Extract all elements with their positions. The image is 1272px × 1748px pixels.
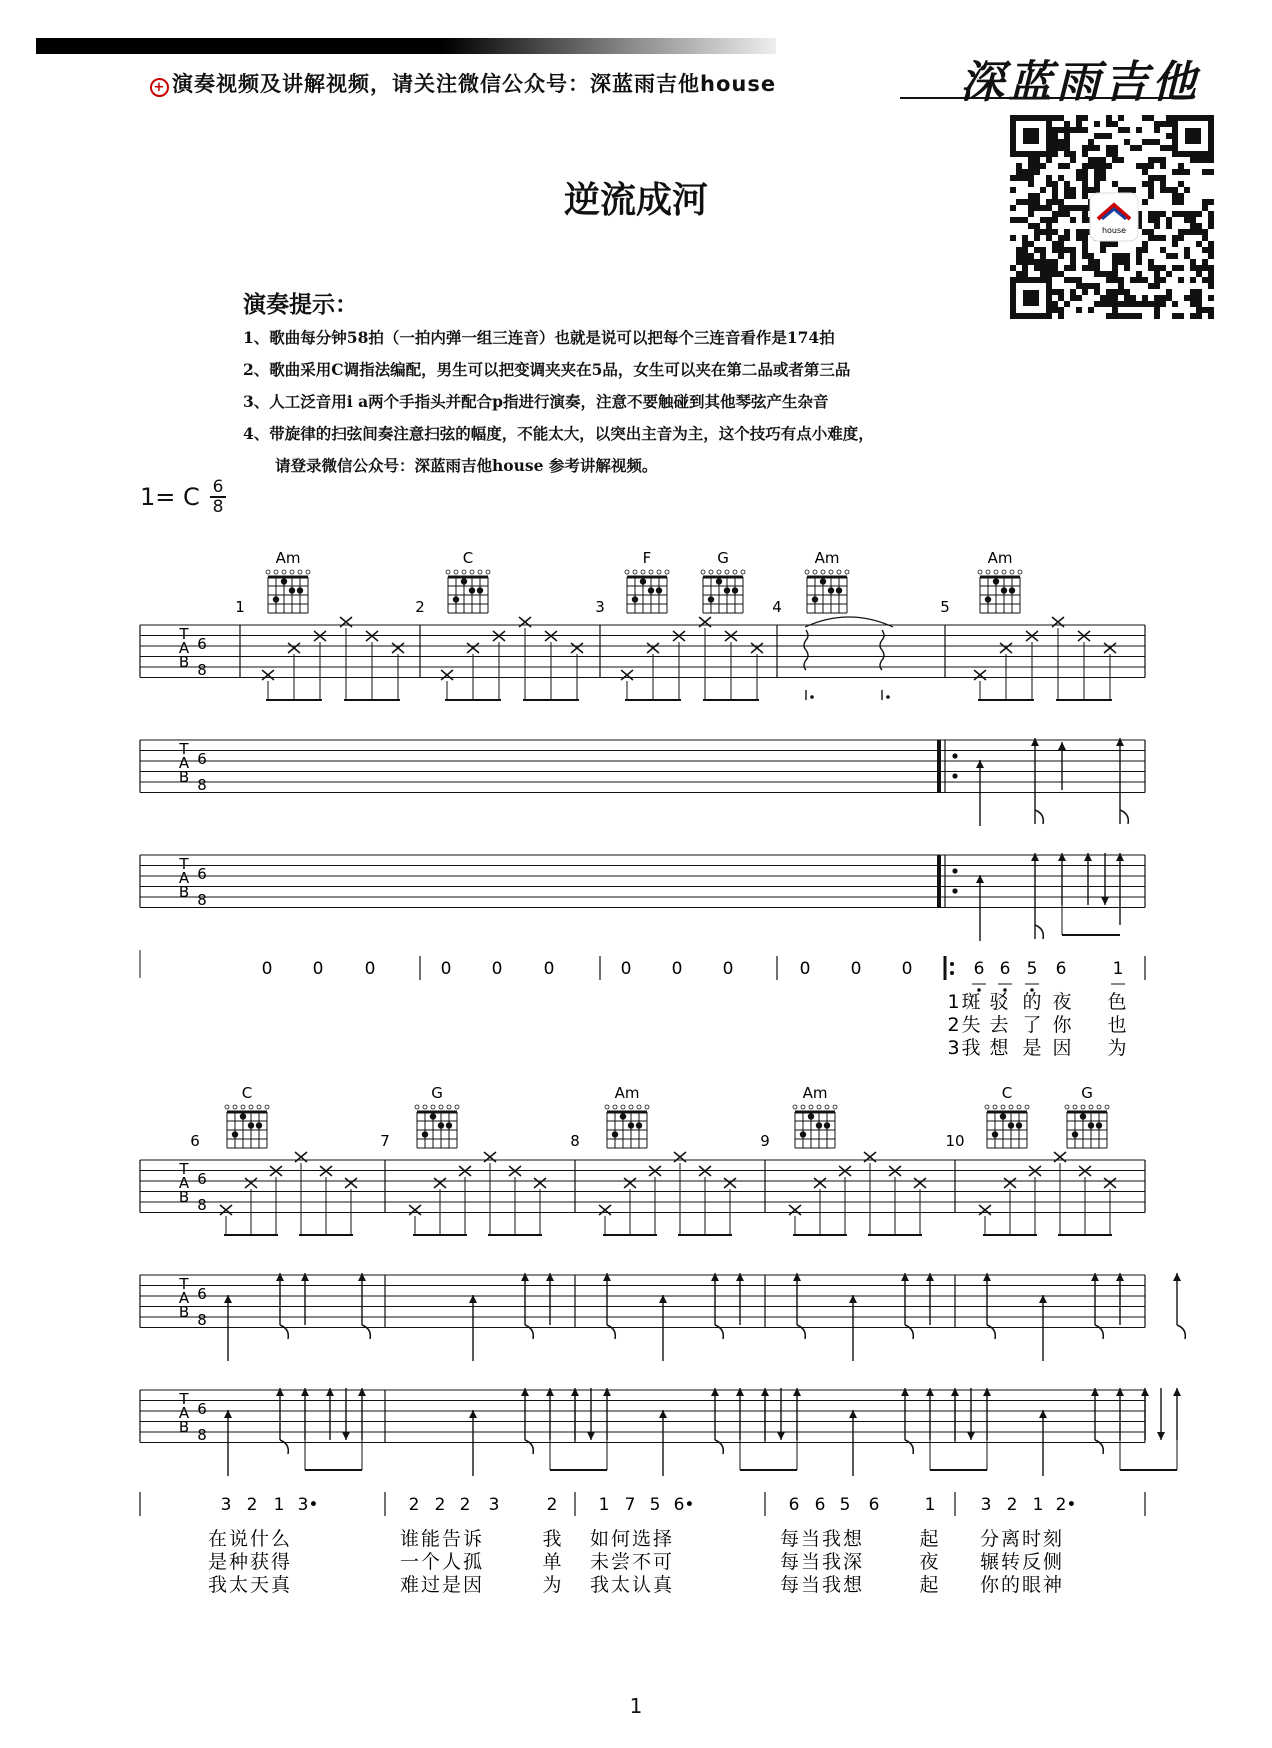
arrow-head xyxy=(983,1273,991,1281)
note-x xyxy=(624,1178,636,1188)
lyric-text: 起 xyxy=(919,1528,941,1550)
arrow-head xyxy=(1084,853,1092,861)
measure-number: 2 xyxy=(415,598,425,616)
tab-letter-b: B xyxy=(178,883,190,901)
jianpu-note: 1 xyxy=(924,1495,936,1515)
jianpu-note: 2 xyxy=(1006,1495,1018,1515)
lyric-text: 分离时刻 xyxy=(979,1528,1065,1550)
arrow-head xyxy=(1173,1388,1181,1396)
jianpu-note: 5 xyxy=(649,1495,661,1515)
arrow-head xyxy=(926,1388,934,1396)
arrow-head xyxy=(736,1273,744,1281)
tab-time-bottom: 8 xyxy=(197,891,207,909)
jianpu-note: 6• xyxy=(673,1495,695,1515)
lyric-text: 每当我深 xyxy=(779,1551,865,1573)
tip-line: 3、人工泛音用i a两个手指头并配合p指进行演奏，注意不要触碰到其他琴弦产生杂音 xyxy=(243,392,829,411)
jianpu-note: 5 xyxy=(1026,959,1038,979)
chord-name: G xyxy=(1081,1084,1093,1102)
tip-line: 请登录微信公众号：深蓝雨吉他house 参考讲解视频。 xyxy=(275,456,658,475)
arrow-head xyxy=(546,1273,554,1281)
jianpu-note: 3• xyxy=(297,1495,319,1515)
note-x xyxy=(814,1178,826,1188)
chord-diagram xyxy=(266,570,310,613)
lyric-text: 也 xyxy=(1107,1014,1129,1036)
tab-letter-b: B xyxy=(178,1303,190,1321)
lyric-text: 去 xyxy=(989,1014,1011,1036)
lyric-text: 如何选择 xyxy=(589,1528,675,1550)
arrow-head xyxy=(711,1388,719,1396)
tab-letter-b: B xyxy=(178,653,190,671)
note-x xyxy=(1104,643,1116,653)
chord-diagram xyxy=(225,1105,269,1148)
jianpu-note: 5 xyxy=(839,1495,851,1515)
note-x xyxy=(621,670,633,680)
note-x xyxy=(534,1178,546,1188)
chord-diagram xyxy=(605,1105,649,1148)
repeat-dot xyxy=(950,962,954,966)
tab-time-top: 6 xyxy=(197,1170,207,1188)
chord-diagram xyxy=(985,1105,1029,1148)
chord-name: C xyxy=(241,1084,253,1102)
jianpu-note: 0 xyxy=(799,959,811,979)
tip-line: 1、歌曲每分钟58拍（一拍内弹一组三连音）也就是说可以把每个三连音看作是174拍 xyxy=(243,328,835,347)
lyric-text: 谁能告诉 xyxy=(399,1528,485,1550)
tab-letter-a: A xyxy=(178,1404,190,1422)
lyric-text: 想 xyxy=(989,1037,1011,1059)
chord-name: Am xyxy=(802,1084,828,1102)
repeat-dot xyxy=(952,888,957,893)
chord-diagram xyxy=(978,570,1022,613)
tab-letter-a: A xyxy=(178,754,190,772)
arrow-head xyxy=(301,1273,309,1281)
note-x xyxy=(245,1178,257,1188)
note-x xyxy=(288,643,300,653)
note-x xyxy=(914,1178,926,1188)
chord-name: C xyxy=(462,549,474,567)
arrow-head xyxy=(951,1388,959,1396)
tab-time-bottom: 8 xyxy=(197,1426,207,1444)
arrow-head xyxy=(1031,853,1039,861)
measure-number: 10 xyxy=(945,1132,965,1150)
jianpu-note: 6 xyxy=(788,1495,800,1515)
tip-line: 4、带旋律的扫弦间奏注意扫弦的幅度，不能太大，以突出主音为主，这个技巧有点小难度， xyxy=(243,424,874,443)
measure-number: 6 xyxy=(190,1132,200,1150)
arrow-head xyxy=(358,1273,366,1281)
note-x xyxy=(467,643,479,653)
tab-time-top: 6 xyxy=(197,865,207,883)
arrow-head xyxy=(1091,1388,1099,1396)
note-x xyxy=(1104,1178,1116,1188)
jianpu-note: 0 xyxy=(543,959,555,979)
plus-circle-icon: + xyxy=(150,78,169,97)
jianpu-note: 6 xyxy=(1055,959,1067,979)
jianpu-note: 0 xyxy=(671,959,683,979)
arrow-head xyxy=(1116,853,1124,861)
tab-time-top: 6 xyxy=(197,1400,207,1418)
jianpu-note: 0 xyxy=(440,959,452,979)
tab-letter-a: A xyxy=(178,639,190,657)
lyric-text: 因 xyxy=(1052,1037,1074,1059)
jianpu-note: 2 xyxy=(546,1495,558,1515)
jianpu-note: 6 xyxy=(973,959,985,979)
jianpu-note: 2• xyxy=(1055,1495,1077,1515)
arrow-head xyxy=(1101,897,1109,905)
tab-letter-a: A xyxy=(178,1174,190,1192)
tab-time-bottom: 8 xyxy=(197,1196,207,1214)
arrow-head xyxy=(761,1388,769,1396)
tab-time-bottom: 8 xyxy=(197,661,207,679)
tab-letter-a: A xyxy=(178,869,190,887)
lyric-text: 为 xyxy=(542,1574,564,1596)
chord-name: C xyxy=(1001,1084,1013,1102)
arrow-head xyxy=(358,1388,366,1396)
jianpu-note: 1 xyxy=(598,1495,610,1515)
tab-letter-t: T xyxy=(179,855,189,873)
chord-diagram xyxy=(415,1105,459,1148)
page-number: 1 xyxy=(629,1694,643,1718)
lyric-text: 单 xyxy=(542,1551,564,1573)
chord-diagram xyxy=(446,570,490,613)
chord-name: Am xyxy=(987,549,1013,567)
note-x xyxy=(1004,1178,1016,1188)
chord-name: F xyxy=(642,549,652,567)
brand-logo: 深蓝雨吉他 xyxy=(960,57,1200,108)
repeat-dot xyxy=(952,868,957,873)
arrow-head xyxy=(901,1388,909,1396)
jianpu-note: 2 xyxy=(434,1495,446,1515)
measure-number: 9 xyxy=(760,1132,770,1150)
lyric-text: 在说什么 xyxy=(207,1528,293,1550)
lyric-text: 未尝不可 xyxy=(589,1551,675,1573)
lyric-text: 辗转反侧 xyxy=(979,1551,1065,1573)
arrow-head xyxy=(711,1273,719,1281)
arrow-head xyxy=(546,1388,554,1396)
arrow-head xyxy=(793,1388,801,1396)
note-x xyxy=(974,670,986,680)
jianpu-note: 2 xyxy=(459,1495,471,1515)
arrow-head xyxy=(1157,1432,1165,1440)
arrow-head xyxy=(276,1273,284,1281)
arrow-head xyxy=(967,1432,975,1440)
note-x xyxy=(571,643,583,653)
chord-name: G xyxy=(717,549,729,567)
arrow-head xyxy=(793,1273,801,1281)
arrow-head xyxy=(521,1273,529,1281)
lyric-text: 你 xyxy=(1052,1014,1074,1036)
jianpu-note: 7 xyxy=(624,1495,636,1515)
jianpu-note: 0 xyxy=(491,959,503,979)
qr-label: house xyxy=(1101,226,1127,235)
arrow-head xyxy=(777,1432,785,1440)
chord-name: Am xyxy=(614,1084,640,1102)
arrow-head xyxy=(571,1388,579,1396)
dot xyxy=(886,695,890,699)
jianpu-note: 3 xyxy=(488,1495,500,1515)
measure-number: 3 xyxy=(595,598,605,616)
tab-time-top: 6 xyxy=(197,750,207,768)
jianpu-note: 3 xyxy=(980,1495,992,1515)
page-title: 逆流成河 xyxy=(563,180,708,221)
jianpu-note: 0 xyxy=(722,959,734,979)
arrow-head xyxy=(342,1432,350,1440)
jianpu-note: 1 xyxy=(1112,959,1124,979)
time-bottom: 8 xyxy=(212,497,224,517)
note-flag xyxy=(1035,810,1043,824)
tip-line: 2、歌曲采用C调指法编配，男生可以把变调夹夹在5品，女生可以夹在第二品或者第三品 xyxy=(243,360,851,379)
lyric-text: 夜 xyxy=(1052,991,1074,1013)
tab-time-top: 6 xyxy=(197,635,207,653)
arrow-head xyxy=(603,1273,611,1281)
lyric-text: 难过是因 xyxy=(399,1574,485,1596)
lyric-text: 我太认真 xyxy=(589,1574,675,1596)
lyric-text: 是 xyxy=(1022,1037,1044,1059)
note-flag xyxy=(1035,925,1043,939)
lyric-text: 每当我想 xyxy=(779,1574,865,1596)
arrow-head xyxy=(301,1388,309,1396)
arrow-head xyxy=(1031,738,1039,746)
dot xyxy=(810,695,814,699)
tips-heading: 演奏提示： xyxy=(243,292,358,318)
lyric-text: 为 xyxy=(1107,1037,1129,1059)
note-x xyxy=(979,1205,991,1215)
arrow-head xyxy=(1091,1273,1099,1281)
lyric-text: 每当我想 xyxy=(779,1528,865,1550)
chord-diagram xyxy=(1065,1105,1109,1148)
arrow-head xyxy=(1141,1388,1149,1396)
lyric-text: 驳 xyxy=(989,991,1011,1013)
note-x xyxy=(262,670,274,680)
lyric-text: 2失 xyxy=(947,1014,983,1036)
measure-number: 7 xyxy=(380,1132,390,1150)
arrow-head xyxy=(1173,1273,1181,1281)
lyric-text: 的 xyxy=(1022,991,1044,1013)
tab-letter-b: B xyxy=(178,1188,190,1206)
arrow-head xyxy=(1058,853,1066,861)
note-x xyxy=(1000,643,1012,653)
arrow-head xyxy=(1058,742,1066,750)
jianpu-note: 1 xyxy=(1032,1495,1044,1515)
lyric-text: 一个人孤 xyxy=(399,1551,485,1573)
tab-time-bottom: 8 xyxy=(197,1311,207,1329)
jianpu-note: 0 xyxy=(312,959,324,979)
lyric-text: 色 xyxy=(1107,991,1129,1013)
arrow-head xyxy=(603,1388,611,1396)
note-x xyxy=(392,643,404,653)
lyric-text: 了 xyxy=(1022,1014,1044,1036)
chord-name: G xyxy=(431,1084,443,1102)
lyric-text: 是种获得 xyxy=(207,1551,293,1573)
tab-time-bottom: 8 xyxy=(197,776,207,794)
jianpu-note: 6 xyxy=(814,1495,826,1515)
measure-number: 4 xyxy=(772,598,782,616)
lyric-text: 你的眼神 xyxy=(979,1574,1065,1596)
chord-diagram xyxy=(805,570,849,613)
arrow-head xyxy=(1116,1388,1124,1396)
tab-time-top: 6 xyxy=(197,1285,207,1303)
note-x xyxy=(434,1178,446,1188)
time-top: 6 xyxy=(212,477,224,497)
jianpu-note: 0 xyxy=(620,959,632,979)
jianpu-note: 0 xyxy=(850,959,862,979)
jianpu-note: 6 xyxy=(868,1495,880,1515)
lyric-text: 夜 xyxy=(919,1551,941,1573)
note-x xyxy=(724,1178,736,1188)
note-flag xyxy=(1177,1325,1185,1339)
measure-number: 5 xyxy=(940,598,950,616)
lyric-text: 1斑 xyxy=(947,991,983,1013)
arrow-head xyxy=(1116,1273,1124,1281)
key-signature: 1= C xyxy=(140,483,200,511)
tab-letter-t: T xyxy=(179,1160,189,1178)
tab-letter-a: A xyxy=(178,1289,190,1307)
chord-diagram xyxy=(701,570,745,613)
repeat-dot xyxy=(952,753,957,758)
note-x xyxy=(647,643,659,653)
tab-letter-b: B xyxy=(178,768,190,786)
measure-number: 1 xyxy=(235,598,245,616)
jianpu-note: 0 xyxy=(364,959,376,979)
tab-letter-t: T xyxy=(179,740,189,758)
note-x xyxy=(789,1205,801,1215)
jianpu-note: 3 xyxy=(220,1495,232,1515)
arrow-head xyxy=(521,1388,529,1396)
jianpu-note: 1 xyxy=(273,1495,285,1515)
note-x xyxy=(345,1178,357,1188)
jianpu-note: 0 xyxy=(261,959,273,979)
arrow-head xyxy=(901,1273,909,1281)
arrow-head xyxy=(587,1432,595,1440)
note-x xyxy=(599,1205,611,1215)
tab-letter-t: T xyxy=(179,625,189,643)
lyric-text: 起 xyxy=(919,1574,941,1596)
lyric-text: 我太天真 xyxy=(207,1574,293,1596)
jianpu-note: 0 xyxy=(901,959,913,979)
note-x xyxy=(751,643,763,653)
jianpu-note: 6 xyxy=(999,959,1011,979)
banner-text: 演奏视频及讲解视频，请关注微信公众号：深蓝雨吉他house xyxy=(172,72,777,96)
tab-letter-t: T xyxy=(179,1275,189,1293)
arrow-head xyxy=(926,1273,934,1281)
note-flag xyxy=(1120,810,1128,824)
note-x xyxy=(441,670,453,680)
arrow-head xyxy=(326,1388,334,1396)
note-x xyxy=(409,1205,421,1215)
repeat-dot xyxy=(950,971,954,975)
arrow-head xyxy=(736,1388,744,1396)
jianpu-note: 2 xyxy=(246,1495,258,1515)
arrow-head xyxy=(983,1388,991,1396)
chord-diagram xyxy=(793,1105,837,1148)
jianpu-note: 2 xyxy=(408,1495,420,1515)
measure-number: 8 xyxy=(570,1132,580,1150)
repeat-dot xyxy=(952,773,957,778)
arrow-head xyxy=(276,1388,284,1396)
tab-letter-t: T xyxy=(179,1390,189,1408)
chord-name: Am xyxy=(275,549,301,567)
chord-name: Am xyxy=(814,549,840,567)
note-x xyxy=(220,1205,232,1215)
tab-letter-b: B xyxy=(178,1418,190,1436)
lyric-text: 3我 xyxy=(947,1037,983,1059)
lyric-text: 我 xyxy=(542,1528,564,1550)
chord-diagram xyxy=(625,570,669,613)
arrow-head xyxy=(1116,738,1124,746)
